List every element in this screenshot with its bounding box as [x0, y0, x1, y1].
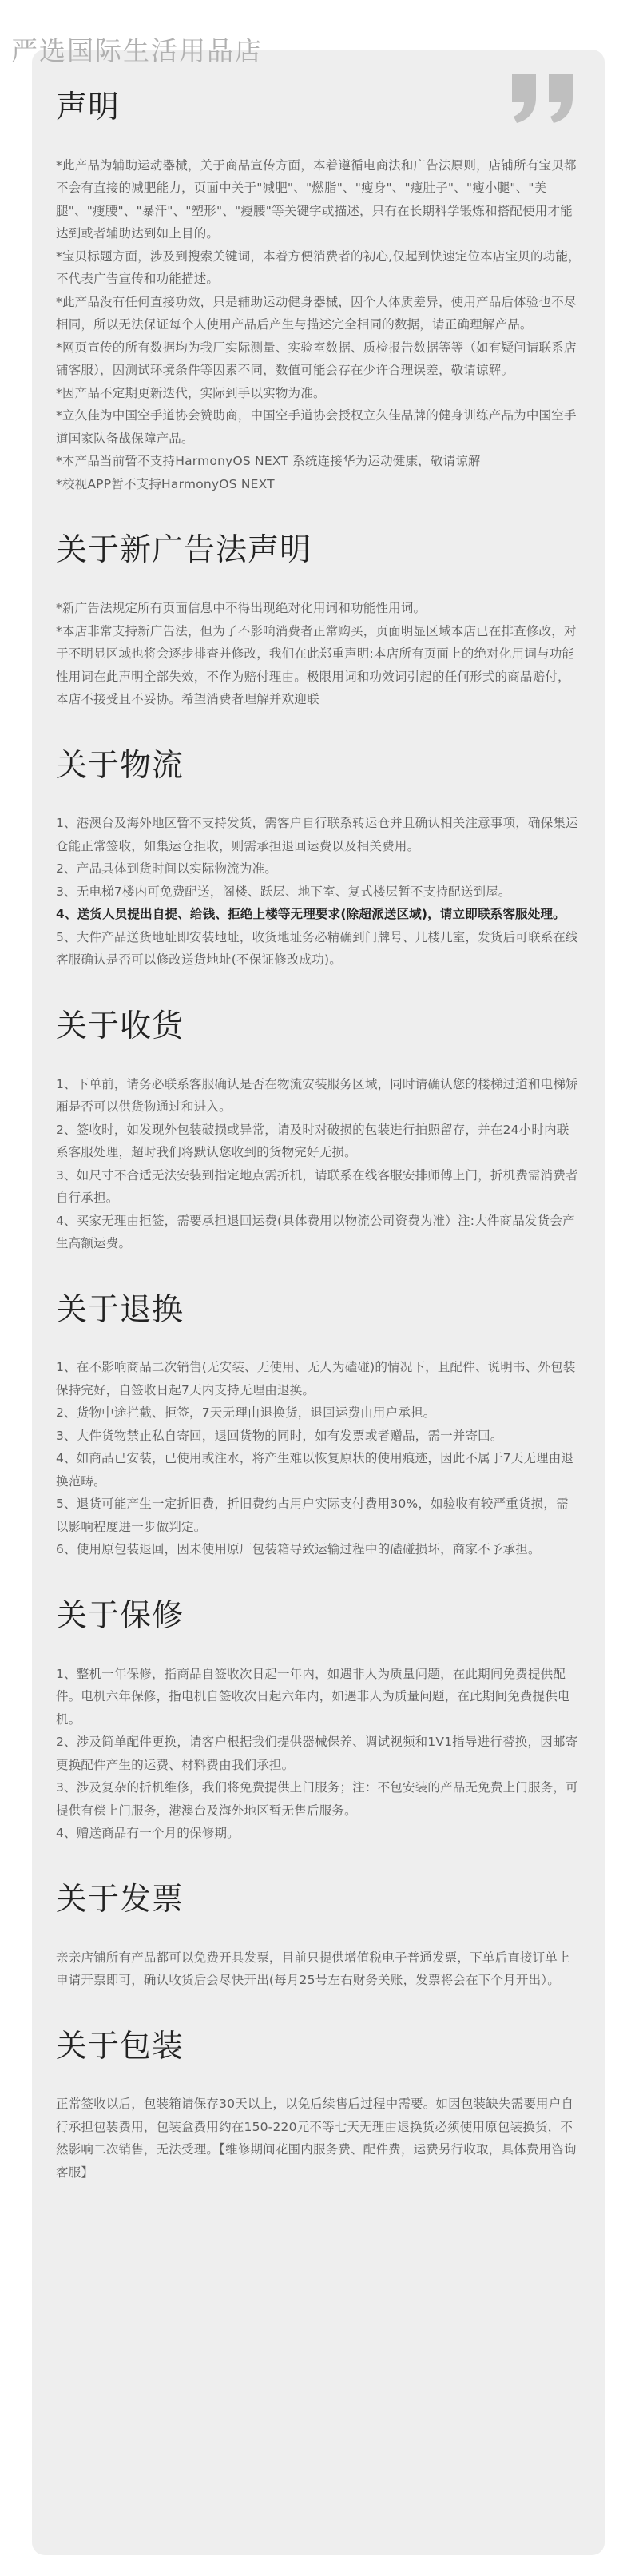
- section-5: [56, 1598, 581, 1845]
- section-paragraph: 4、买家无理由拒签，需要承担退回运费(具体费用以物流公司资费为准）注:大件商品发货会产生高额运费。: [56, 1213, 575, 1251]
- section-paragraph: 1、在不影响商品二次销售(无安装、无使用、无人为磕碰)的情况下，且配件、说明书、外包装保持完好，自签收日起7天内支持无理由退换。: [56, 1360, 576, 1397]
- store-watermark: 严选国际生活用品店: [11, 35, 263, 66]
- section-paragraph: *本店非常支持新广告法，但为了不影响消费者正常购买，页面明显区域本店已在排查修改，对于不明显区域也将会逐步排查并修改，我们在此郑重声明:本店所有页面上的绝对化用词与功能性用词在此声明全部失效，不作为赔付理由。极限用词和功效词引起的任何形式的商品赔付，本店不接受且不妥协。希望消费者理解并欢迎联: [56, 623, 577, 707]
- section-paragraph: 5、大件产品送货地址即安装地址，收货地址务必精确到门牌号、几楼几室，发货后可联系在线客服确认是否可以修改送货地址(不保证修改成功)。: [56, 929, 578, 968]
- notice-card: [32, 50, 605, 2555]
- section-paragraph: 3、如尺寸不合适无法安装到指定地点需折机，请联系在线客服安排师傅上门，折机费需消费者自行承担。: [56, 1167, 578, 1206]
- section-title: 关于收货: [56, 1008, 185, 1044]
- section-title: 关于物流: [56, 747, 185, 784]
- section-paragraph: *宝贝标题方面，涉及到搜索关键词，本着方便消费者的初心,仅起到快速定位本店宝贝的功能，不代表广告宣传和功能描述。: [56, 248, 581, 287]
- section-title: 关于包装: [56, 2028, 185, 2065]
- section-paragraph: *因产品不定期更新迭代，实际到手以实物为准。: [56, 385, 326, 400]
- section-paragraph: 亲亲店铺所有产品都可以免费开具发票，目前只提供增值税电子普通发票，下单后直接订单上申请开票即可，确认收货后会尽快开出(每月25号左右财务关账，发票将会在下个月开出）。: [56, 1950, 570, 1988]
- section-paragraph: 4、赠送商品有一个月的保修期。: [56, 1826, 240, 1841]
- section-paragraph: 3、无电梯7楼内可免费配送，阁楼、跃层、地下室、复式楼层暂不支持配送到屋。: [56, 884, 511, 899]
- section-paragraph: 6、使用原包装退回，因未使用原厂包装箱导致运输过程中的磕碰损坏，商家不予承担。: [56, 1542, 541, 1557]
- section-paragraph: 4、如商品已安装，已使用或注水，将产生难以恢复原状的使用痕迹，因此不属于7天无理由退换范畴。: [56, 1451, 574, 1489]
- section-1: [56, 532, 581, 710]
- section-6: [56, 1882, 581, 1992]
- section-paragraph: 1、港澳台及海外地区暂不支持发货，需客户自行联系转运仓并且确认相关注意事项，确保集运仓能正常签收，如集运仓拒收，则需承担退回运费以及相关费用。: [56, 816, 578, 853]
- section-paragraph: 正常签收以后，包装箱请保存30天以上，以免后续售后过程中需要。如因包装缺失需要用户自行承担包装费用，包装盒费用约在150-220元不等七天无理由退换货必须使用原包装换货，不然影响二次销售，无法受理。【维修期间花围内服务费、配件费，运费另行收取，具体费用咨询客服】: [56, 2097, 577, 2180]
- section-paragraph: *立久佳为中国空手道协会赞助商，中国空手道协会授权立久佳品牌的健身训练产品为中国空手道国家队备战保障产品。: [56, 408, 577, 446]
- section-paragraph: 3、涉及复杂的折机维修，我们将免费提供上门服务；注：不包安装的产品无免费上门服务，可提供有偿上门服务，港澳台及海外地区暂无售后服务。: [56, 1780, 578, 1818]
- section-paragraph: 3、大件货物禁止私自寄回，退回货物的同时，如有发票或者赠品，需一并寄回。: [56, 1428, 503, 1443]
- section-title: 关于新广告法声明: [56, 532, 312, 569]
- section-2: [56, 748, 581, 972]
- section-title: 关于发票: [56, 1881, 185, 1918]
- section-7: [56, 2029, 581, 2184]
- section-paragraph: 1、整机一年保修，指商品自签收次日起一年内，如遇非人为质量问题，在此期间免费提供配件。电机六年保修，指电机自签收次日起六年内，如遇非人为质量问题，在此期间免费提供电机。: [56, 1666, 570, 1727]
- section-paragraph: 2、产品具体到货时间以实际物流为准。: [56, 861, 277, 877]
- section-paragraph: *此产品为辅助运动器械，关于商品宣传方面，本着遵循电商法和广告法原则，店铺所有宝贝都不会有直接的减肥能力，页面中关于"减肥"、"燃脂"、"瘦身"、"瘦肚子"、"瘦小腿"、"美腿"、"瘦腰"、"暴汗"、"塑形"、"瘦腰"等关键字或描述，只有在长期科学锻炼和搭配使用才能达到或者辅助达到如上目的。: [56, 157, 577, 241]
- section-paragraph: 1、下单前，请务必联系客服确认是否在物流安装服务区域，同时请确认您的楼梯过道和电梯矫厢是否可以供货物通过和进入。: [56, 1076, 578, 1115]
- quote-mark-icon: [506, 70, 582, 126]
- sections-container: [56, 89, 581, 2184]
- section-paragraph: 2、涉及简单配件更换，请客户根据我们提供器械保养、调试视频和1V1指导进行替换，因邮寄更换配件产生的运费、材料费由我们承担。: [56, 1735, 578, 1772]
- section-paragraph: 5、退货可能产生一定折旧费，折旧费约占用户实际支付费用30%，如验收有较严重货损，需以影响程度进一步做判定。: [56, 1497, 569, 1534]
- section-title: 关于退换: [56, 1291, 185, 1328]
- section-paragraph: 2、签收时，如发现外包装破损或异常，请及时对破损的包装进行拍照留存，并在24小时内联系客服处理，超时我们将默认您收到的货物完好无损。: [56, 1122, 569, 1160]
- section-paragraph: *此产品没有任何直接功效，只是辅助运动健身器械，因个人体质差异，使用产品后体验也不尽相同，所以无法保证每个人使用产品后产生与描述完全相同的数据，请正确理解产品。: [56, 294, 577, 332]
- section-title: 声明: [56, 89, 121, 125]
- section-paragraph: *本产品当前暂不支持HarmonyOS NEXT 系统连接华为运动健康，敬请谅解: [56, 454, 481, 469]
- section-paragraph: 2、货物中途拦截、拒签，7天无理由退换货，退回运费由用户承担。: [56, 1405, 436, 1421]
- section-3: [56, 1008, 581, 1255]
- section-title: 关于保修: [56, 1597, 185, 1634]
- section-4: [56, 1292, 581, 1561]
- section-paragraph: *新广告法规定所有页面信息中不得出现绝对化用词和功能性用词。: [56, 601, 427, 616]
- section-paragraph: *网页宣传的所有数据均为我厂实际测量、实验室数据、质检报告数据等等（如有疑问请联系店铺客服），因测试环境条件等因素不同，数值可能会存在少许合理误差，敬请谅解。: [56, 340, 577, 378]
- section-paragraph: *校视APP暂不支持HarmonyOS NEXT: [56, 476, 275, 491]
- section-paragraph: 4、送货人员提出自提、给钱、拒绝上楼等无理要求(除超派送区域)，请立即联系客服处理。: [56, 907, 566, 922]
- section-0: [56, 89, 581, 495]
